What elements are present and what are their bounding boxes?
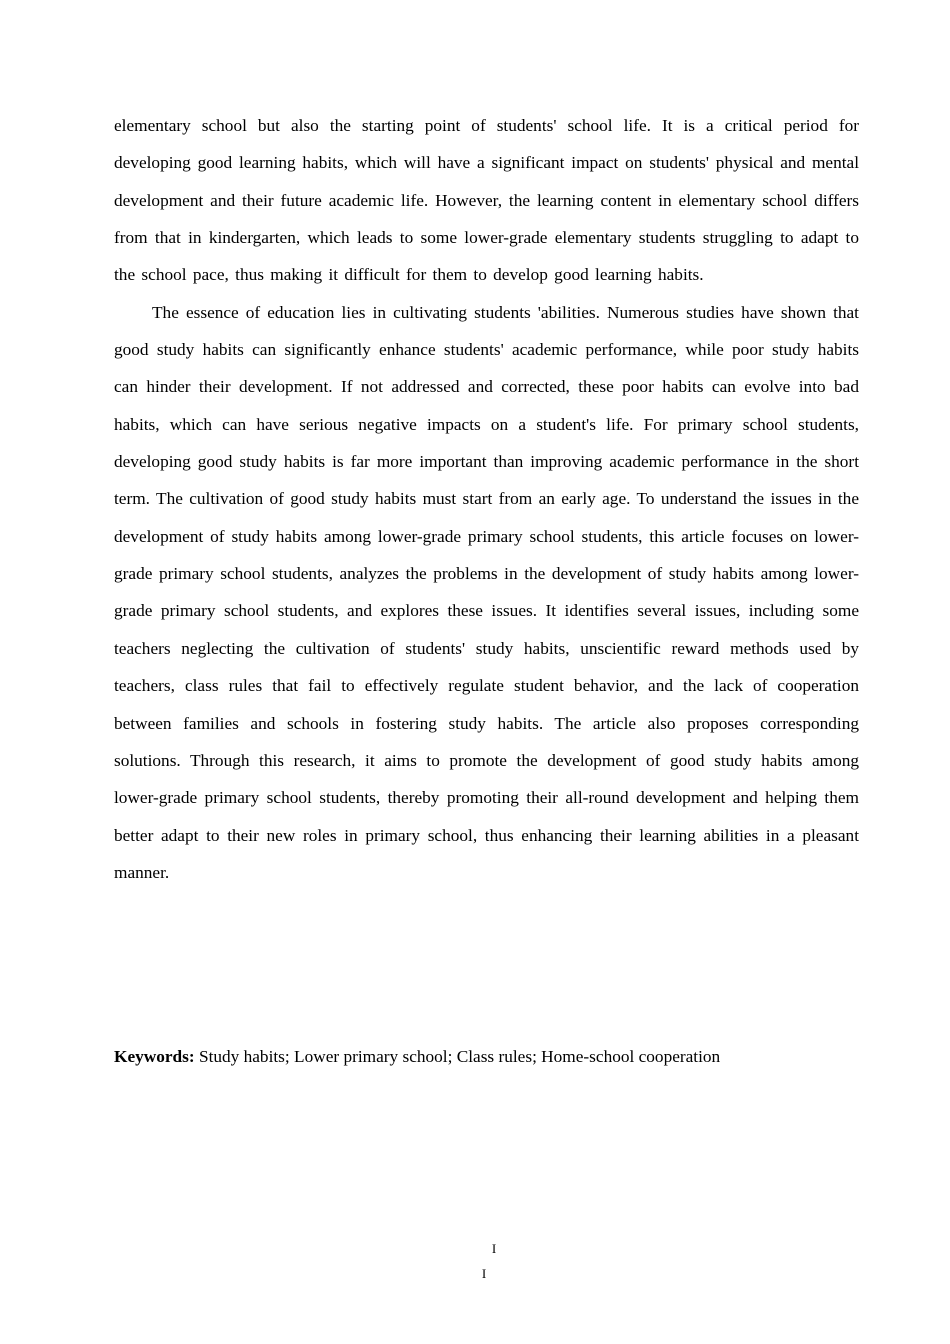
abstract-paragraph-continued: elementary school but also the starting point of students' school life. It is a critical period for developing good learning habits, which will have a significant impact on students' physical and mental development and their future academic life. However, the learning content in elementary school differs from that in kindergarten, which leads to some lower-grade elementary students struggling to adapt to the school pace, thus making it difficult for them to develop good learning habits. [114,116,859,285]
page-number: I [491,1241,497,1256]
keywords-text: Study habits; Lower primary school; Class rules; Home-school cooperation [194,1047,721,1066]
keywords-label: Keywords: [114,1047,195,1066]
page-number-duplicate: I [481,1266,487,1281]
keywords-line [114,1043,874,1071]
abstract-body [114,107,859,891]
abstract-paragraph: The essence of education lies in cultivating students 'abilities. Numerous studies have shown that good study habits can significantly enhance students' academic performance, while poor study habits can hinder their development. If not addressed and corrected, these poor habits can evolve into bad habits, which can have serious negative impacts on a student's life. For primary school students, developing good study habits is far more important than improving academic performance in the short term. The cultivation of good study habits must start from an early age. To understand the issues in the development of study habits among lower-grade primary school students, this article focuses on lower-grade primary school students, analyzes the problems in the development of study habits among lower-grade primary school students, and explores these issues. It identifies several issues, including some teachers neglecting the cultivation of students' study habits, unscientific reward methods used by teachers, class rules that fail to effectively regulate student behavior, and the lack of cooperation between families and schools in fostering study habits. The article also proposes corresponding solutions. Through this research, it aims to promote the development of good study habits among lower-grade primary school students, thereby promoting their all-round development and helping them better adapt to their new roles in primary school, thus enhancing their learning abilities in a pleasant manner. [114,302,859,882]
